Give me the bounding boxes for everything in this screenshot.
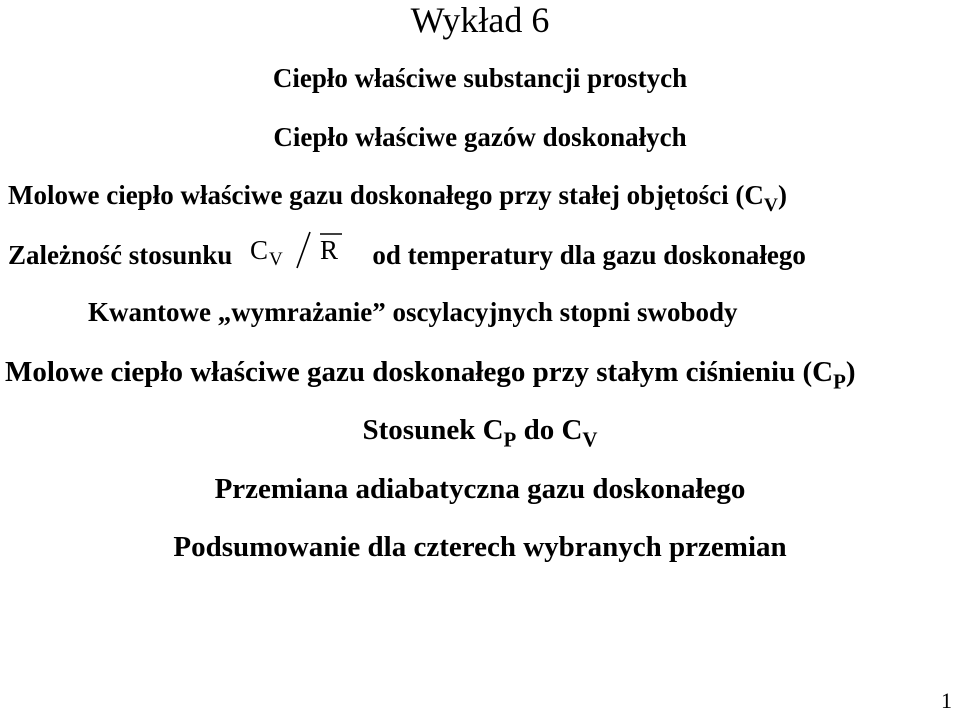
formula-r: R bbox=[320, 235, 339, 265]
topic-specific-heat-ideal-gases: Ciepło właściwe gazów doskonałych bbox=[273, 122, 687, 152]
topic-text: Stosunek C bbox=[362, 414, 504, 446]
formula-c: C bbox=[250, 235, 269, 265]
topic-molar-heat-constant-volume bbox=[8, 180, 787, 216]
topic-text: Molowe ciepło właściwe gazu doskonałego przy stałym ciśnieniu (C bbox=[5, 356, 834, 388]
topic-text: Molowe ciepło właściwe gazu doskonałego przy stałej objętości (C bbox=[8, 180, 764, 210]
slide-title: Wykład 6 bbox=[410, 0, 550, 40]
topic-specific-heat-simple-substances: Ciepło właściwe substancji prostych bbox=[272, 63, 688, 93]
formula-subscript-v: V bbox=[269, 249, 284, 270]
topic-molar-heat-constant-pressure bbox=[5, 356, 856, 394]
topic-summary-four-processes: Podsumowanie dla czterech wybranych przemian bbox=[173, 531, 787, 563]
topic-text-mid: do C bbox=[516, 414, 583, 446]
subscript-p: P bbox=[833, 369, 846, 394]
cv-over-r-formula bbox=[250, 235, 362, 270]
topic-text: Zależność stosunku bbox=[8, 240, 233, 270]
topic-adiabatic-process: Przemiana adiabatyczna gazu doskonałego bbox=[214, 473, 746, 505]
topic-text-end: ) bbox=[777, 180, 787, 210]
formula-svg bbox=[250, 232, 362, 272]
topic-quantum-freezing: Kwantowe „wymrażanie” oscylacyjnych stopni swobody bbox=[88, 297, 738, 327]
subscript-p: P bbox=[503, 427, 517, 452]
formula-slash bbox=[297, 232, 310, 268]
topic-text-end: od temperatury dla gazu doskonałego bbox=[372, 240, 806, 270]
subscript-v: V bbox=[763, 194, 778, 216]
page-number: 1 bbox=[941, 688, 952, 713]
topic-text-end: ) bbox=[845, 356, 856, 388]
topic-cp-to-cv-ratio bbox=[0, 414, 960, 452]
subscript-v: V bbox=[582, 427, 598, 452]
topic-cv-over-r-temperature bbox=[8, 235, 806, 271]
